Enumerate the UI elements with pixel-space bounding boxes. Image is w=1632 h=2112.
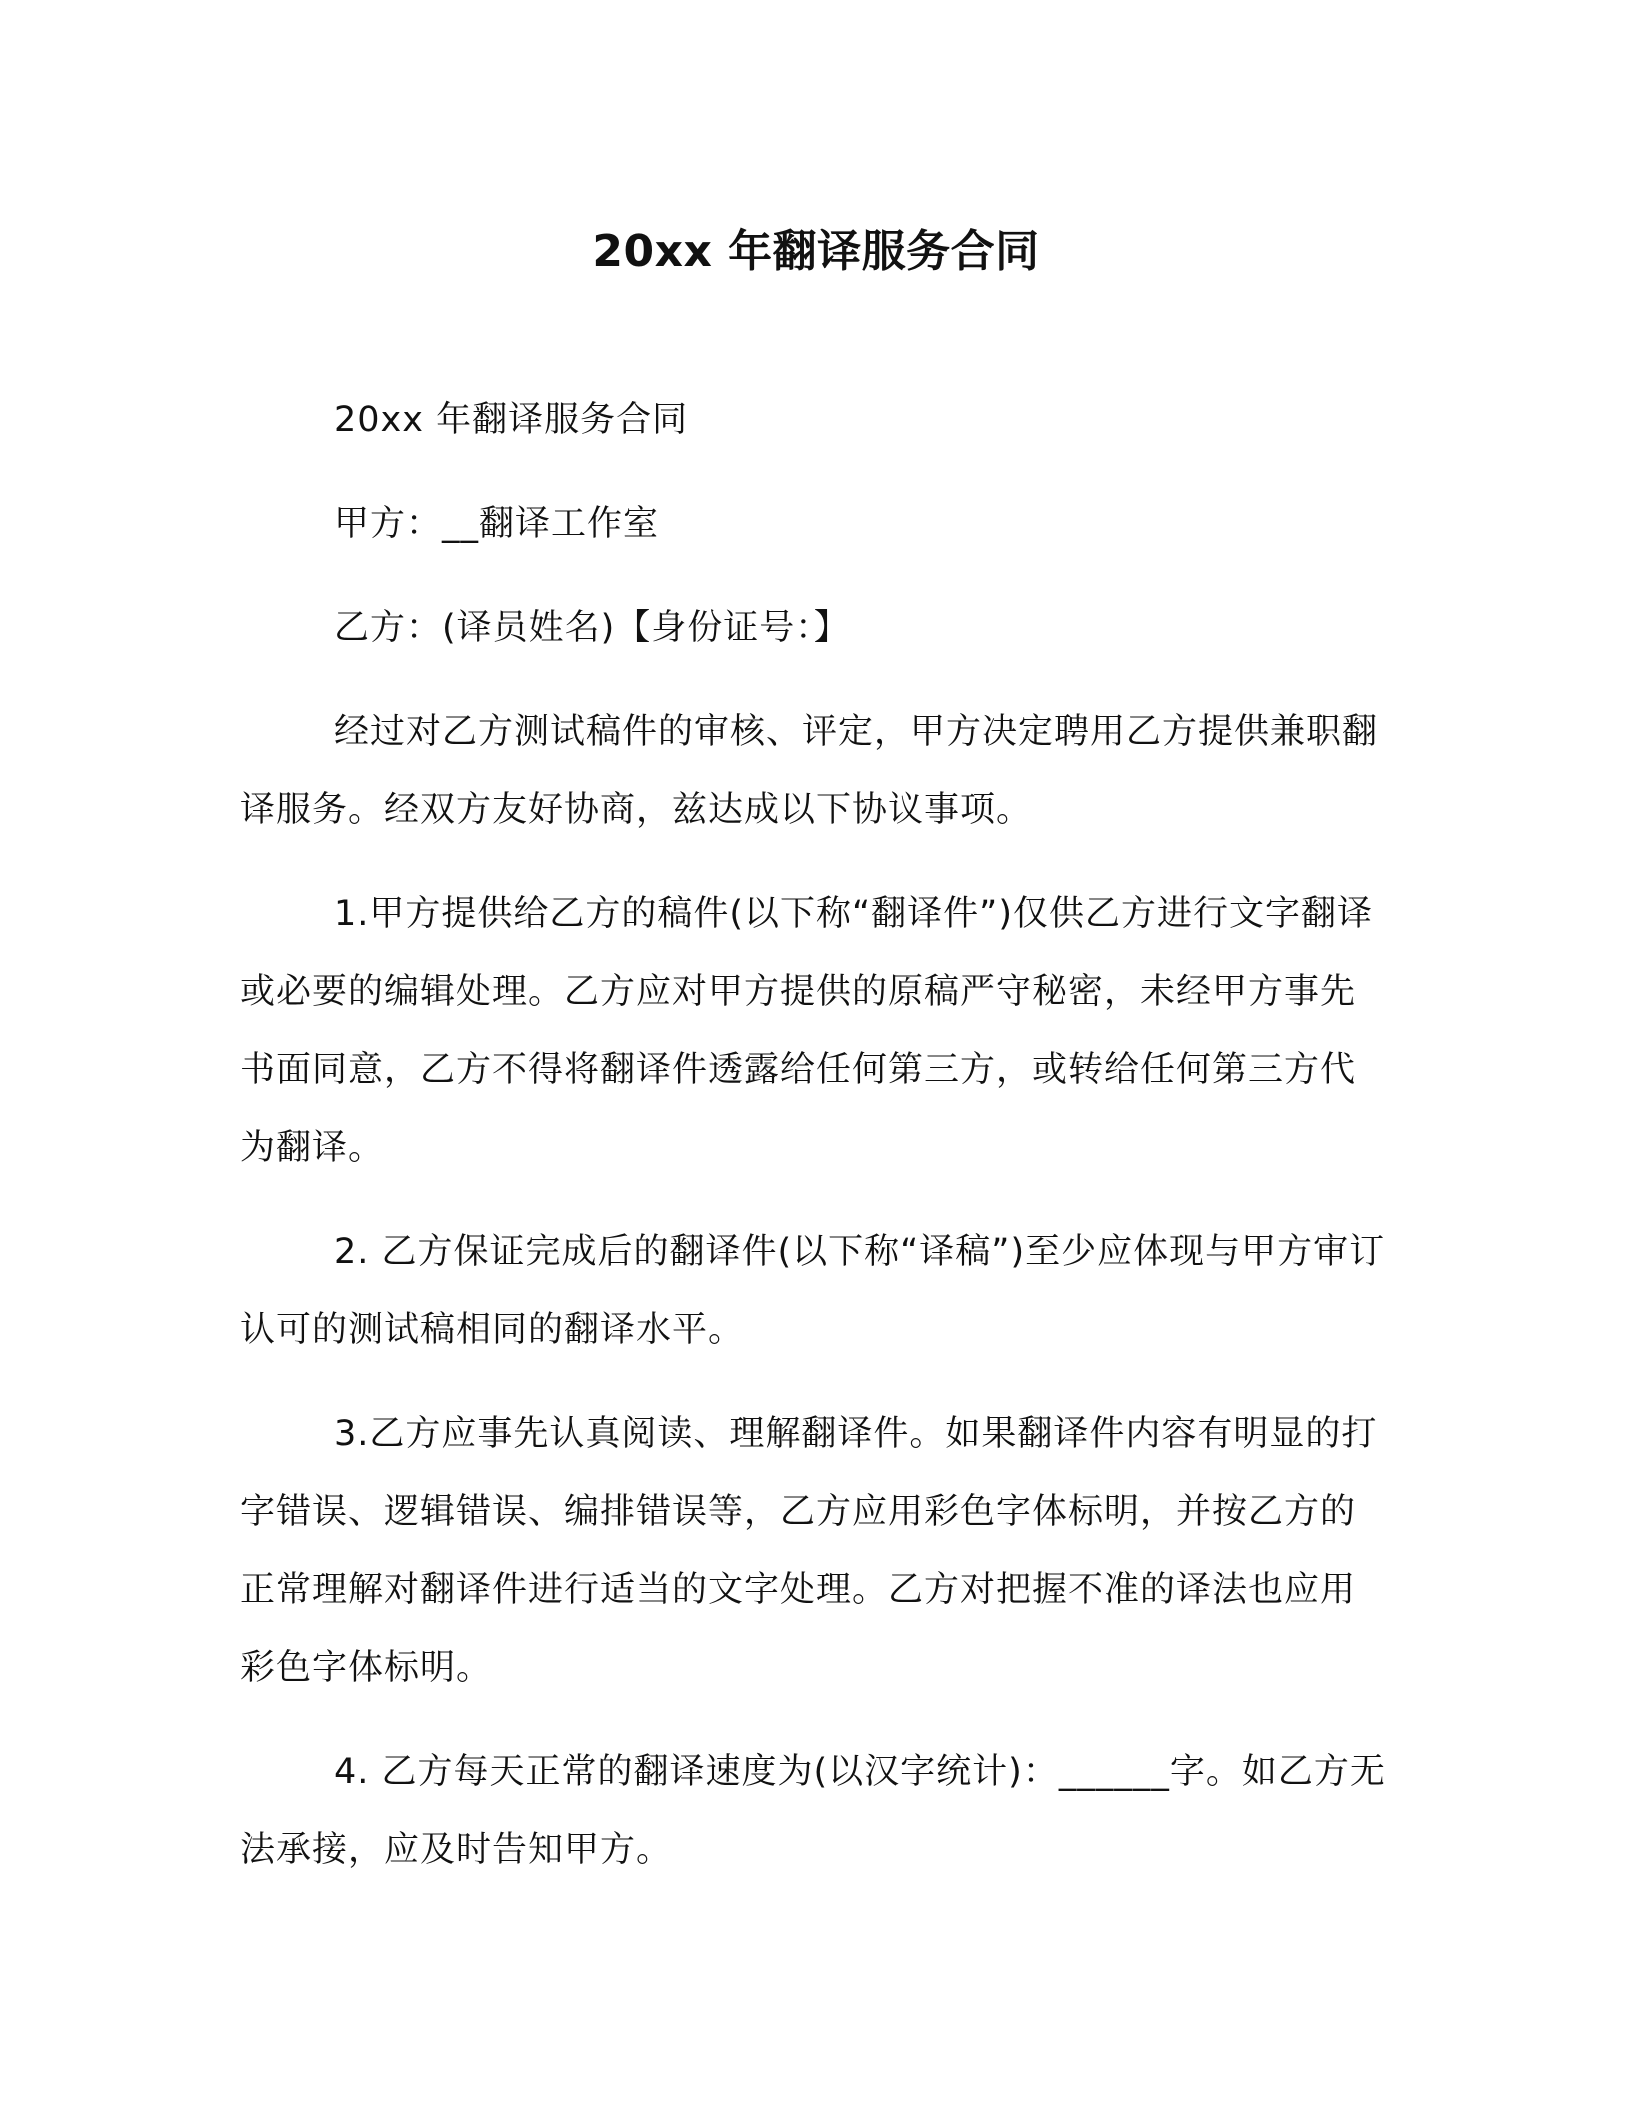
party-a-line: 甲方：__翻译工作室: [334, 504, 660, 544]
clause-4: 4. 乙方每天正常的翻译速度为(以汉字统计)：______字。如乙方无法承接，应及时告知甲方。: [240, 1752, 1386, 1870]
party-b-line: 乙方：(译员姓名)【身份证号：】: [334, 608, 850, 648]
clause-2: 2. 乙方保证完成后的翻译件(以下称“译稿”)至少应体现与甲方审订认可的测试稿相同的翻译水平。: [240, 1232, 1386, 1350]
contract-subtitle: 20xx 年翻译服务合同: [334, 400, 689, 440]
document-body: [240, 381, 1390, 1889]
clause-1: 1.甲方提供给乙方的稿件(以下称“翻译件”)仅供乙方进行文字翻译或必要的编辑处理。乙方应对甲方提供的原稿严守秘密，未经甲方事先书面同意，乙方不得将翻译件透露给任何第三方，或转给任何第三方代为翻译。: [240, 894, 1373, 1168]
document-title: 20xx 年翻译服务合同: [592, 226, 1040, 277]
clause-3: 3.乙方应事先认真阅读、理解翻译件。如果翻译件内容有明显的打字错误、逻辑错误、编排错误等，乙方应用彩色字体标明，并按乙方的正常理解对翻译件进行适当的文字处理。乙方对把握不准的译法也应用彩色字体标明。: [240, 1414, 1378, 1688]
intro-paragraph: 经过对乙方测试稿件的审核、评定，甲方决定聘用乙方提供兼职翻译服务。经双方友好协商，兹达成以下协议事项。: [240, 712, 1379, 830]
